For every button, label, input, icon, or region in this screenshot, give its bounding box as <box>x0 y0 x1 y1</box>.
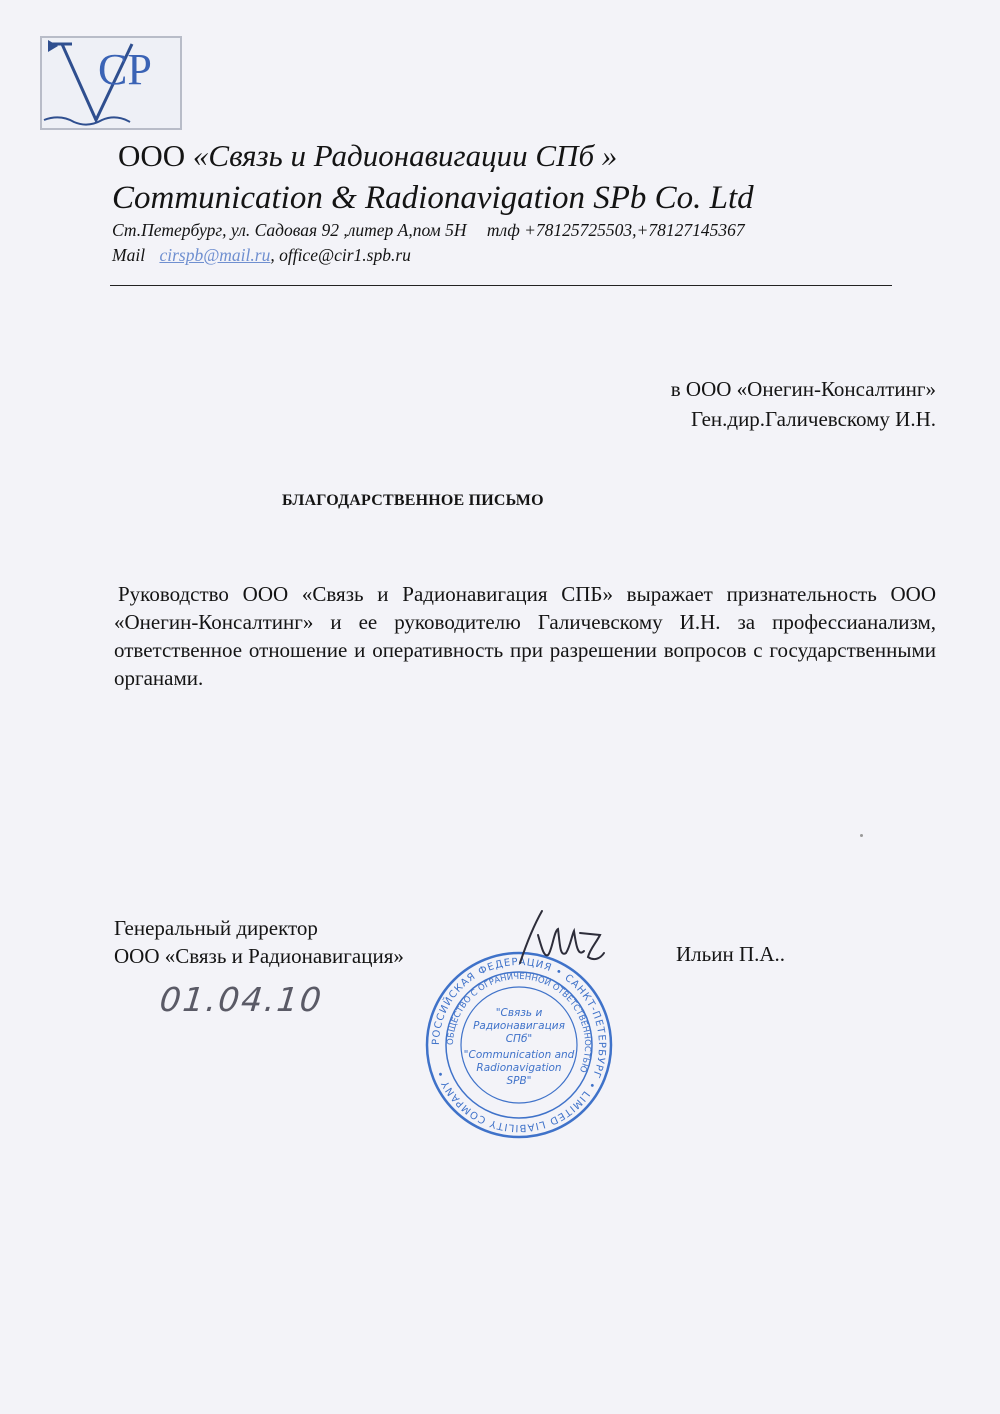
mail-link[interactable]: cirspb@mail.ru <box>159 245 271 265</box>
recipient-block <box>671 374 936 434</box>
company-stamp <box>424 950 614 1140</box>
stamp-center-4: "Communication and <box>463 1049 575 1061</box>
scan-speck <box>860 834 863 837</box>
signatory-name: Ильин П.А.. <box>676 942 786 966</box>
position-title: Генеральный директор <box>114 916 318 940</box>
stamp-center-6: SPB" <box>506 1075 532 1087</box>
office-email: office@cir1.spb.ru <box>279 245 411 265</box>
svg-text:РОССИЙСКАЯ ФЕДЕРАЦИЯ • САНКТ-П <box>431 957 607 1133</box>
handwritten-signature <box>508 905 608 975</box>
stamp-center-2: Радионавигация <box>473 1020 565 1032</box>
header-divider <box>110 285 892 286</box>
company-name-en: Communication & Radionavigation SPb Co. Ltd <box>112 180 754 216</box>
position-company: ООО «Связь и Радионавигация» <box>114 944 404 968</box>
stamp-center-3: СПб" <box>505 1033 533 1045</box>
company-name-ru-title: «Связь и Радионавигации СПб » <box>192 138 618 173</box>
company-address <box>112 220 745 241</box>
phone-numbers: тлф +78125725503,+78127145367 <box>486 220 745 240</box>
company-name-ru <box>118 138 617 174</box>
mail-separator: , <box>270 245 275 265</box>
mail-label: Mail <box>112 245 146 265</box>
signatory-position <box>114 914 404 970</box>
letter-body: Руководство ООО «Связь и Радионавигация СПБ» выражает признательность ООО «Онегин-Консалтинг» и ее руководителю Галичевскому И.Н. за профессианализм, ответственное отношение и оперативность при разрешении вопросов с государственными органами. <box>114 582 936 690</box>
recipient-company: в ООО «Онегин-Консалтинг» <box>670 377 936 401</box>
handwritten-date: 01.04.10 <box>157 980 326 1019</box>
stamp-outer-text: РОССИЙСКАЯ ФЕДЕРАЦИЯ • САНКТ-ПЕТЕРБУРГ • LIMITED LIABILITY COMPANY • <box>430 956 608 1134</box>
logo-letters: CP <box>98 45 152 94</box>
letter-title: БЛАГОДАРСТВЕННОЕ ПИСЬМО <box>282 492 544 509</box>
mail-line <box>112 245 411 266</box>
stamp-center-1: "Связь и <box>495 1007 543 1019</box>
recipient-person: Ген.дир.Галичевскому И.Н. <box>691 407 936 431</box>
company-logo <box>40 36 182 130</box>
stamp-inner-text: ОБЩЕСТВО С ОГРАНИЧЕННОЙ ОТВЕТСТВЕННОСТЬЮ <box>445 971 593 1074</box>
address-text: Ст.Петербург, ул. Садовая 92 ,литер А,пом 5Н <box>112 220 467 240</box>
company-prefix: ООО <box>118 138 186 173</box>
stamp-center-5: Radionavigation <box>476 1062 562 1074</box>
